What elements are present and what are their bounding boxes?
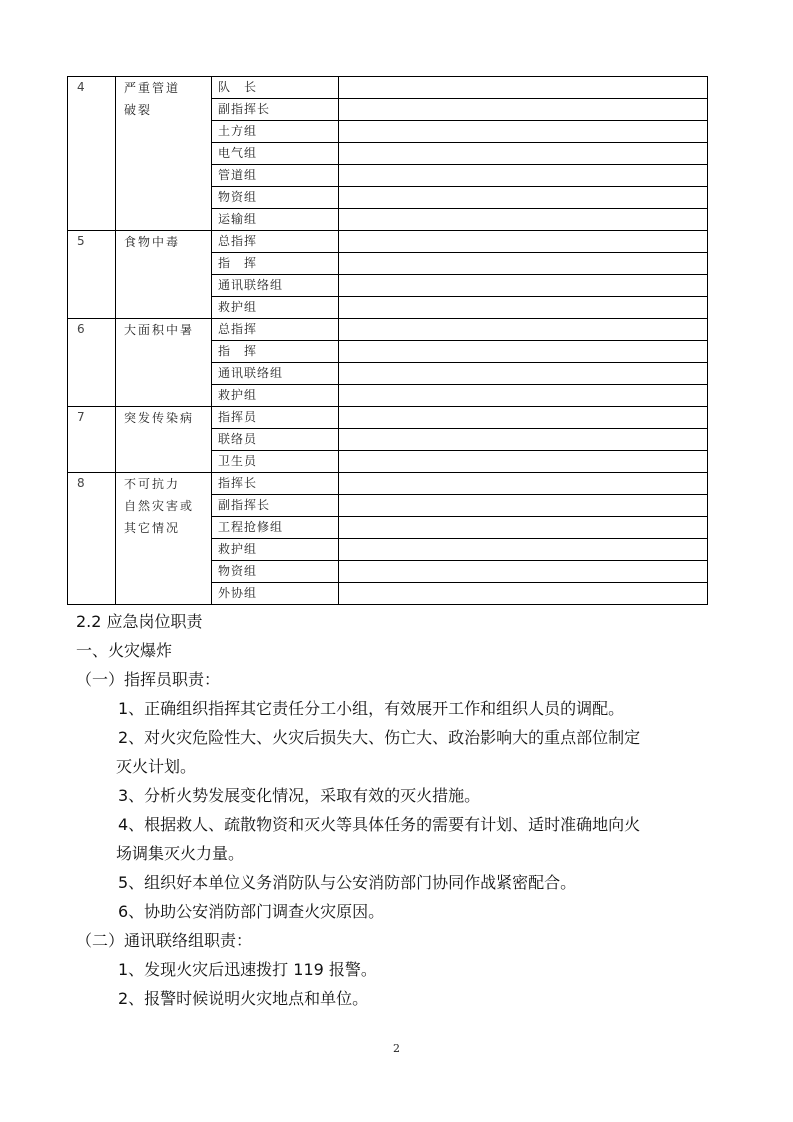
table-row (68, 231, 708, 253)
person-cell (339, 275, 708, 297)
duty-item: 1、发现火灾后迅速拨打 119 报警。 (118, 960, 377, 979)
event-name: 食物中毒 (116, 231, 212, 319)
person-cell (339, 429, 708, 451)
role-name: 队 长 (212, 77, 339, 99)
row-number: 6 (68, 319, 116, 407)
subsection-title: 一、火灾爆炸 (76, 641, 173, 660)
duties-content (76, 607, 726, 1013)
role-name: 总指挥 (212, 231, 339, 253)
duty-item: 3、分析火势发展变化情况，采取有效的灭火措施。 (118, 786, 481, 805)
table-row (68, 77, 708, 99)
person-cell (339, 517, 708, 539)
role-name: 指 挥 (212, 253, 339, 275)
row-number: 5 (68, 231, 116, 319)
role-name: 物资组 (212, 187, 339, 209)
event-line: 其它情况 (124, 521, 181, 535)
duty-item-continuation: 灭火计划。 (116, 757, 197, 776)
person-cell (339, 297, 708, 319)
row-number: 4 (68, 77, 116, 231)
role-name: 副指挥长 (212, 99, 339, 121)
person-cell (339, 341, 708, 363)
duty-item: 4、根据救人、疏散物资和灭火等具体任务的需要有计划、适时准确地向火 (118, 815, 641, 834)
role-name: 指挥长 (212, 473, 339, 495)
section-title: 2.2 应急岗位职责 (76, 612, 203, 631)
person-cell (339, 583, 708, 605)
table-row (68, 319, 708, 341)
role-name: 电气组 (212, 143, 339, 165)
duty-item: 2、对火灾危险性大、火灾后损失大、伤亡大、政治影响大的重点部位制定 (118, 728, 641, 747)
person-cell (339, 209, 708, 231)
duty-item: 2、报警时候说明火灾地点和单位。 (118, 989, 369, 1008)
event-line: 不可抗力 (124, 477, 181, 491)
person-cell (339, 363, 708, 385)
person-cell (339, 385, 708, 407)
group-title-communication: （二）通讯联络组职责： (76, 931, 253, 950)
role-name: 运输组 (212, 209, 339, 231)
person-cell (339, 451, 708, 473)
role-name: 外协组 (212, 583, 339, 605)
event-line: 自然灾害或 (124, 499, 195, 513)
duty-item: 1、正确组织指挥其它责任分工小组，有效展开工作和组织人员的调配。 (118, 699, 625, 718)
emergency-roles-table (67, 76, 708, 605)
row-number: 7 (68, 407, 116, 473)
event-name: 突发传染病 (116, 407, 212, 473)
role-name: 卫生员 (212, 451, 339, 473)
page-number: 2 (393, 1042, 400, 1055)
person-cell (339, 165, 708, 187)
person-cell (339, 495, 708, 517)
group-title-commander: （一）指挥员职责： (76, 670, 221, 689)
event-name (116, 473, 212, 605)
role-name: 总指挥 (212, 319, 339, 341)
event-line: 破裂 (124, 103, 153, 117)
person-cell (339, 319, 708, 341)
role-name: 救护组 (212, 297, 339, 319)
person-cell (339, 253, 708, 275)
role-name: 工程抢修组 (212, 517, 339, 539)
table-row (68, 473, 708, 495)
duty-item: 5、组织好本单位义务消防队与公安消防部门协同作战紧密配合。 (118, 873, 577, 892)
event-line: 严重管道 (124, 81, 181, 95)
role-name: 物资组 (212, 561, 339, 583)
person-cell (339, 77, 708, 99)
person-cell (339, 407, 708, 429)
event-name: 大面积中暑 (116, 319, 212, 407)
role-name: 土方组 (212, 121, 339, 143)
role-name: 救护组 (212, 539, 339, 561)
person-cell (339, 187, 708, 209)
role-name: 指挥员 (212, 407, 339, 429)
role-name: 管道组 (212, 165, 339, 187)
person-cell (339, 561, 708, 583)
person-cell (339, 143, 708, 165)
person-cell (339, 99, 708, 121)
role-name: 指 挥 (212, 341, 339, 363)
person-cell (339, 473, 708, 495)
event-name (116, 77, 212, 231)
role-name: 副指挥长 (212, 495, 339, 517)
role-name: 联络员 (212, 429, 339, 451)
person-cell (339, 121, 708, 143)
person-cell (339, 539, 708, 561)
person-cell (339, 231, 708, 253)
duty-item-continuation: 场调集灭火力量。 (116, 844, 245, 863)
row-number: 8 (68, 473, 116, 605)
role-name: 通讯联络组 (212, 275, 339, 297)
duty-item: 6、协助公安消防部门调查火灾原因。 (118, 902, 385, 921)
role-name: 救护组 (212, 385, 339, 407)
role-name: 通讯联络组 (212, 363, 339, 385)
table-row (68, 407, 708, 429)
